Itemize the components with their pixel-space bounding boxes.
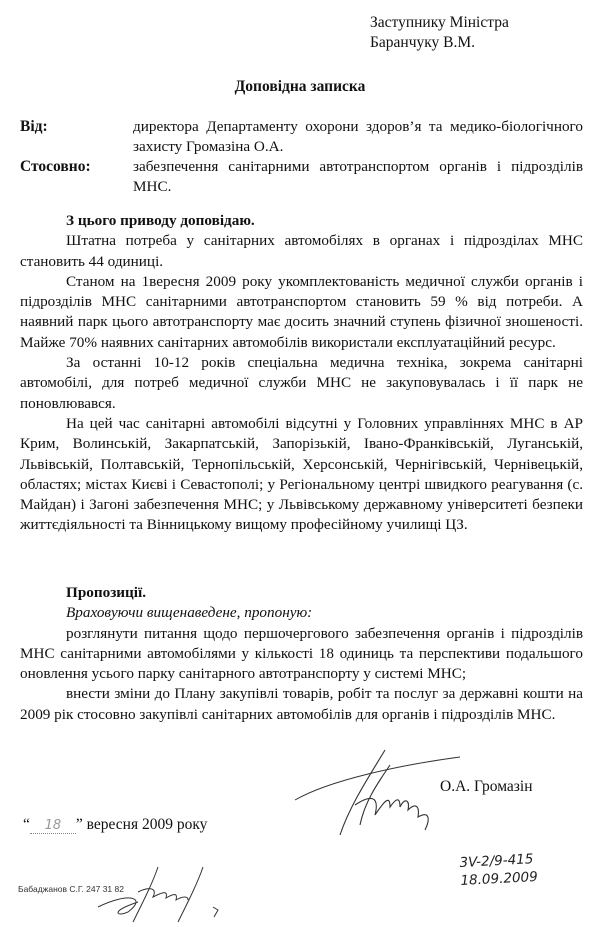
document-date <box>23 816 207 834</box>
report-paragraph: На цей час санітарні автомобілі відсутні у Головних управліннях МНС в АР Крим, Волинській, Закарпатській, Запорізькій, Івано-Франківській, Луганській, Львівській, Полтавській, Тернопільській, Херсонській, Чернігівській, Чернівецькій, областях; містах Києві і Севастополі; у Регіональному центрі швидкого реагування (с. Майдан) і Загоні забезпечення МНС; у Львівському державному університеті безпеки життєдіяльності та Вінницькому вищому професійному училищі ЦЗ. <box>20 414 583 534</box>
registration-number: 3V-2/9-415 <box>459 851 534 872</box>
proposals-section <box>20 583 583 725</box>
report-heading: З цього приводу доповідаю. <box>66 212 255 229</box>
from-value: директора Департаменту охорони здоров’я та медико-біологічного захисту Громазіна О.А. <box>133 118 583 155</box>
proposal-item: розглянути питання щодо першочергового забезпечення органів і підрозділів МНС санітарними автомобілями у кількості 18 одиниць та перспективи подальшого оновлення усього парку санітарного автотранспорту у системі МНС; <box>20 624 583 683</box>
executor-note: Бабаджанов С.Г. 247 31 82 <box>18 884 124 894</box>
report-paragraph: За останні 10-12 років спеціальна медична техніка, зокрема санітарні автомобілі, для потреб медичної служби МНС не закуповувалась і її парк не поновлювався. <box>20 354 583 412</box>
date-day: 18 <box>30 818 76 834</box>
addressee <box>370 13 509 53</box>
registration-date: 18.09.2009 <box>460 868 539 889</box>
proposals-heading: Пропозиції. <box>66 584 147 601</box>
signer-name: О.А. Громазін <box>440 778 533 795</box>
proposal-item: внести зміни до Плану закупівлі товарів, робіт та послуг за державні кошти на 2009 рік стосовно закупівлі санітарних автомобілів для органів і підрозділів МНС. <box>20 685 583 723</box>
date-open-quote: “ <box>23 816 30 833</box>
report-paragraph: Штатна потреба у санітарних автомобілях в органах і підрозділах МНС становить 44 одиниці. <box>20 232 583 270</box>
registration-mark <box>459 850 538 890</box>
report-section <box>20 211 583 536</box>
subject-value: забезпечення санітарними автотранспортом органів і підрозділів МНС. <box>133 158 583 195</box>
executor-signature <box>88 862 238 927</box>
document-title: Доповідна записка <box>234 78 366 95</box>
date-month-year: вересня 2009 року <box>86 816 208 833</box>
report-paragraph: Станом на 1вересня 2009 року укомплектованість медичної служби органів і підрозділів МНС санітарними автотранспортом становить 59 % від потреби. А наявний парк цього автотранспорту має досить значний ступень фізичної зношеності. Майже 70% наявних санітарних автомобілів використали експлуатаційний ресурс. <box>20 272 583 351</box>
addressee-name: Баранчуку В.М. <box>370 34 476 51</box>
proposals-intro: Враховуючи вищенаведене, пропоную: <box>66 604 313 622</box>
subject-label: Стосовно: <box>20 158 91 175</box>
addressee-position: Заступнику Міністра <box>370 14 509 31</box>
from-label: Від: <box>20 118 48 135</box>
date-close-quote: ” <box>75 816 83 833</box>
